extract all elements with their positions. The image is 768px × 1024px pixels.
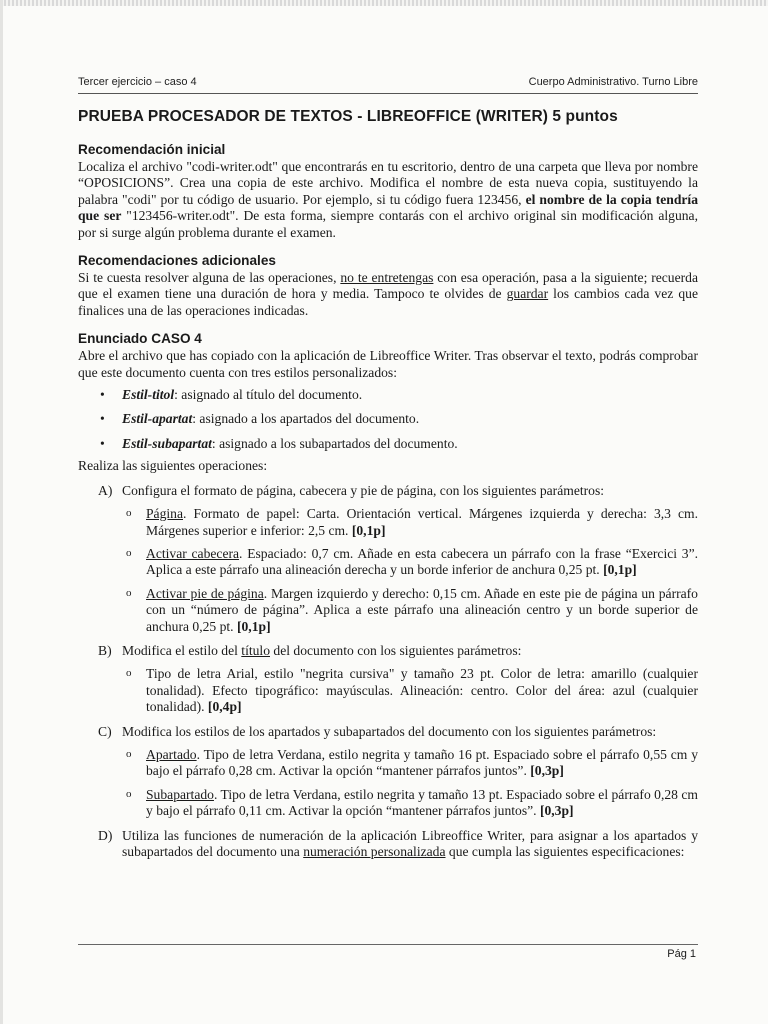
style-name: Estil-apartat	[122, 411, 193, 427]
list-item	[122, 787, 698, 820]
list-item	[122, 506, 698, 539]
list-item	[122, 666, 698, 715]
list-item	[122, 586, 698, 635]
page-header	[78, 76, 698, 92]
text: que cumpla las siguientes especificaciones:	[445, 844, 685, 859]
heading-enunciado: Enunciado CASO 4	[78, 331, 202, 347]
section-letter: A)	[98, 482, 113, 498]
footer-rule	[78, 944, 698, 945]
header-right: Cuerpo Administrativo. Turno Libre	[528, 76, 698, 88]
underlined-text: Apartado	[146, 746, 197, 762]
list-item	[78, 436, 698, 452]
text: . Tipo de letra Verdana, estilo negrita y tamaño 13 pt. Espaciado sobre el párrafo 0,28 cm y bajo el párrafo 0,11 cm. Activar la opción “mantener párrafos juntos”.	[146, 786, 698, 819]
points: [0,4p]	[207, 699, 242, 715]
style-desc: : asignado a los subapartados del documento.	[211, 435, 458, 451]
section-b	[78, 643, 698, 716]
heading-recomendacion-inicial: Recomendación inicial	[78, 142, 226, 157]
underlined-text: numeración personalizada	[303, 844, 446, 859]
page-number: Pág 1	[667, 948, 696, 960]
section-text: Modifica los estilos de los apartados y subapartados del documento con los siguientes parámetros:	[122, 723, 657, 739]
text: . Formato de papel: Carta. Orientación vertical. Márgenes izquierda y derecha: 3,3 cm. Márgenes superior e inferior: 2,5 cm.	[146, 506, 698, 538]
list-item	[78, 387, 698, 403]
text: Localiza el archivo "codi-writer.odt" que encontrarás en tu escritorio, dentro de una carpeta que lleva por nombre “OPOSICIONS”. Crea una copia de este archivo. Modifica el nombre de esta nueva copia, sustituyendo la palabra "codi" por tu código de usuario. Por ejemplo, si tu código fuera 123456,	[78, 159, 698, 207]
paragraph-enunciado-intro: Abre el archivo que has copiado con la aplicación de Libreoffice Writer. Tras observar el texto, podrás comprobar que este documento cuenta con tres estilos personalizados:	[78, 348, 698, 380]
section-letter: C)	[98, 723, 112, 739]
section-letter: D)	[98, 827, 113, 843]
text: Utiliza las funciones de numeración de la aplicación Libreoffice Writer, para asignar a los apartados y subapartados del documento una	[122, 827, 698, 859]
paragraph-recomendacion-inicial	[78, 159, 698, 241]
text: . Tipo de letra Verdana, estilo negrita y tamaño 16 pt. Espaciado sobre el párrafo 0,55 cm y bajo el párrafo 0,28 cm. Activar la opción “mantener párrafos juntos”.	[146, 746, 698, 779]
text: . Espaciado: 0,7 cm. Añade en esta cabecera un párrafo con la frase “Exercici 3”. Aplica a este párrafo una alineación derecha y un borde inferior de anchura 0,25 pt.	[146, 545, 699, 578]
list-item	[122, 546, 698, 579]
text: con esa operación, pasa a la siguiente; recuerda que el examen tiene una duración de hora y media. Tampoco te olvides de	[78, 270, 698, 302]
underlined-text: título	[241, 642, 270, 658]
underlined-text: Activar cabecera	[146, 545, 240, 561]
section-a-list	[122, 506, 698, 635]
section-d	[78, 828, 698, 861]
points: [0,1p]	[236, 618, 271, 634]
style-desc: : asignado al título del documento.	[174, 387, 363, 403]
list-item	[122, 747, 698, 780]
section-text	[122, 828, 698, 861]
style-name: Estil-titol	[122, 387, 175, 403]
style-name: Estil-subapartat	[122, 435, 212, 451]
underlined-text: Subapartado	[146, 786, 214, 802]
underlined-text: Página	[146, 506, 183, 522]
header-left: Tercer ejercicio – caso 4	[78, 76, 197, 88]
section-c	[78, 724, 698, 820]
bold-text: el nombre de la copia tendría que ser	[78, 191, 698, 224]
style-desc: : asignado a los apartados del documento.	[192, 411, 420, 427]
list-item	[78, 411, 698, 427]
underlined-text: guardar	[506, 286, 549, 302]
underlined-text: no te entretengas	[340, 270, 434, 286]
text: los cambios cada vez que finalices una de las operaciones indicadas.	[78, 286, 698, 318]
text: Si te cuesta resolver alguna de las operaciones,	[78, 270, 341, 286]
section-b-list	[122, 666, 698, 715]
section-text: Configura el formato de página, cabecera y pie de página, con los siguientes parámetros:	[122, 482, 605, 498]
text: Tipo de letra Arial, estilo "negrita cursiva" y tamaño 23 pt. Color de letra: amarillo (cualquier tonalidad). Efecto tipográfico: mayúsculas. Alineación: centro. Color del área: azul (cualquier tonalidad).	[146, 666, 698, 715]
text: . Margen izquierdo y derecho: 0,15 cm. Añade en este pie de página un párrafo con un “número de página”. Aplica a este párrafo una alineación centro y un borde superior de anchura 0,25 pt.	[146, 585, 698, 634]
page-title: PRUEBA PROCESADOR DE TEXTOS - LIBREOFFICE (WRITER) 5 puntos	[78, 108, 618, 125]
section-a	[78, 483, 698, 635]
text: del documento con los siguientes parámetros:	[270, 642, 522, 658]
header-rule	[78, 93, 698, 94]
points: [0,1p]	[351, 522, 386, 538]
section-c-list	[122, 747, 698, 820]
points: [0,3p]	[539, 803, 574, 819]
section-letter: B)	[98, 642, 112, 658]
points: [0,3p]	[530, 763, 564, 779]
text: Modifica el estilo del	[122, 642, 242, 658]
styles-list	[78, 387, 698, 452]
heading-recomendaciones-adicionales: Recomendaciones adicionales	[78, 253, 276, 269]
underlined-text: Activar pie de página	[146, 585, 264, 601]
section-text	[122, 643, 698, 659]
scan-edge-left	[0, 0, 3, 1024]
text: "123456-writer.odt". De esta forma, siempre contarás con el archivo original sin modificación alguna, por si surge algún problema durante el examen.	[78, 208, 698, 240]
scan-edge	[0, 0, 768, 6]
document-body	[78, 108, 698, 860]
paragraph-recomendaciones-adicionales	[78, 270, 698, 319]
paragraph-realiza: Realiza las siguientes operaciones:	[78, 458, 268, 474]
points: [0,1p]	[603, 562, 637, 578]
